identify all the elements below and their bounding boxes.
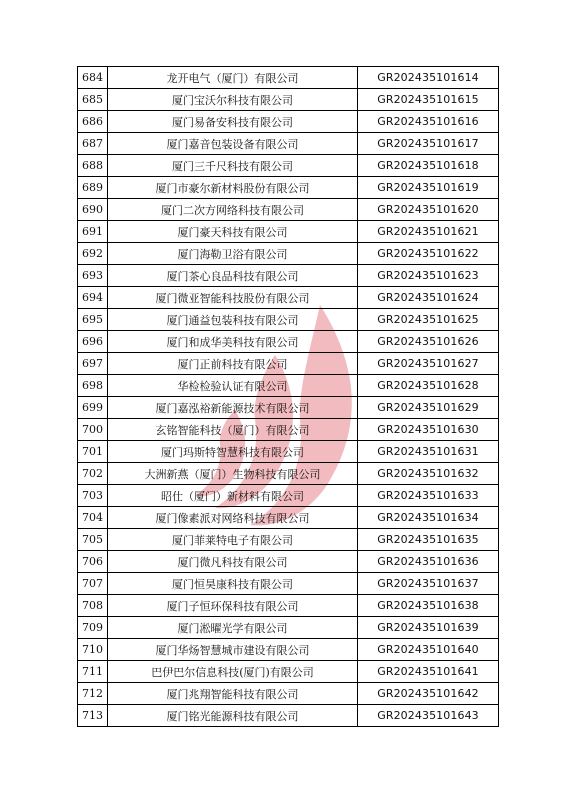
row-index: 698 [78,375,108,397]
company-name: 厦门玛斯特智慧科技有限公司 [108,441,358,463]
row-index: 704 [78,507,108,529]
row-index: 690 [78,199,108,221]
company-name: 厦门茶心良品科技有限公司 [108,265,358,287]
certificate-code: GR202435101627 [358,353,499,375]
row-index: 689 [78,177,108,199]
certificate-code: GR202435101623 [358,265,499,287]
company-name: 玄铭智能科技（厦门）有限公司 [108,419,358,441]
row-index: 701 [78,441,108,463]
row-index: 696 [78,331,108,353]
row-index: 703 [78,485,108,507]
certificate-code: GR202435101629 [358,397,499,419]
table-row [78,67,499,89]
table-row [78,441,499,463]
row-index: 687 [78,133,108,155]
table-row [78,287,499,309]
table-row [78,419,499,441]
row-index: 712 [78,683,108,705]
row-index: 700 [78,419,108,441]
certificate-code: GR202435101620 [358,199,499,221]
certificate-code: GR202435101633 [358,485,499,507]
row-index: 711 [78,661,108,683]
row-index: 699 [78,397,108,419]
row-index: 695 [78,309,108,331]
certificate-code: GR202435101632 [358,463,499,485]
company-name: 厦门兆翔智能科技有限公司 [108,683,358,705]
certificate-code: GR202435101636 [358,551,499,573]
certificate-code: GR202435101635 [358,529,499,551]
table-row [78,683,499,705]
company-name: 厦门淞曜光学有限公司 [108,617,358,639]
company-name: 厦门像素派对网络科技有限公司 [108,507,358,529]
table-row [78,661,499,683]
company-name: 厦门铭光能源科技有限公司 [108,705,358,727]
certificate-code: GR202435101638 [358,595,499,617]
certificate-code: GR202435101640 [358,639,499,661]
table-row [78,705,499,727]
table-row [78,177,499,199]
table-row [78,155,499,177]
company-name: 厦门微凡科技有限公司 [108,551,358,573]
company-table [77,66,499,727]
company-name: 巴伊巴尔信息科技(厦门)有限公司 [108,661,358,683]
row-index: 694 [78,287,108,309]
certificate-code: GR202435101628 [358,375,499,397]
table-row [78,617,499,639]
certificate-code: GR202435101642 [358,683,499,705]
row-index: 685 [78,89,108,111]
row-index: 713 [78,705,108,727]
table-row [78,331,499,353]
table-row [78,639,499,661]
table-row [78,89,499,111]
company-name: 厦门三千尺科技有限公司 [108,155,358,177]
company-name: 厦门海勒卫浴有限公司 [108,243,358,265]
table-row [78,529,499,551]
certificate-code: GR202435101626 [358,331,499,353]
table-row [78,133,499,155]
table-row [78,375,499,397]
table-row [78,199,499,221]
row-index: 706 [78,551,108,573]
row-index: 705 [78,529,108,551]
row-index: 691 [78,221,108,243]
certificate-code: GR202435101631 [358,441,499,463]
company-name: 昭仕（厦门）新材料有限公司 [108,485,358,507]
certificate-code: GR202435101625 [358,309,499,331]
row-index: 686 [78,111,108,133]
company-name: 厦门嘉音包装设备有限公司 [108,133,358,155]
company-name: 厦门市豪尔新材料股份有限公司 [108,177,358,199]
table-row [78,243,499,265]
table-row [78,353,499,375]
certificate-code: GR202435101621 [358,221,499,243]
table-row [78,551,499,573]
table-body [78,67,499,727]
certificate-code: GR202435101643 [358,705,499,727]
table-row [78,221,499,243]
table-row [78,507,499,529]
row-index: 702 [78,463,108,485]
certificate-code: GR202435101624 [358,287,499,309]
certificate-code: GR202435101617 [358,133,499,155]
company-name: 大洲新燕（厦门）生物科技有限公司 [108,463,358,485]
row-index: 697 [78,353,108,375]
company-name: 华检检验认证有限公司 [108,375,358,397]
certificate-code: GR202435101639 [358,617,499,639]
certificate-code: GR202435101616 [358,111,499,133]
company-name: 厦门和成华美科技有限公司 [108,331,358,353]
company-name: 厦门嘉泓裕新能源技术有限公司 [108,397,358,419]
company-name: 厦门宝沃尔科技有限公司 [108,89,358,111]
certificate-code: GR202435101630 [358,419,499,441]
company-name: 厦门恒昊康科技有限公司 [108,573,358,595]
table-row [78,595,499,617]
row-index: 709 [78,617,108,639]
certificate-code: GR202435101618 [358,155,499,177]
company-name: 厦门正前科技有限公司 [108,353,358,375]
company-name: 厦门华炀智慧城市建设有限公司 [108,639,358,661]
table-row [78,397,499,419]
table-row [78,309,499,331]
row-index: 710 [78,639,108,661]
company-name: 厦门通益包装科技有限公司 [108,309,358,331]
row-index: 684 [78,67,108,89]
table-row [78,573,499,595]
row-index: 688 [78,155,108,177]
company-name: 厦门二次方网络科技有限公司 [108,199,358,221]
certificate-code: GR202435101622 [358,243,499,265]
row-index: 708 [78,595,108,617]
certificate-code: GR202435101634 [358,507,499,529]
certificate-code: GR202435101615 [358,89,499,111]
certificate-code: GR202435101637 [358,573,499,595]
row-index: 707 [78,573,108,595]
row-index: 692 [78,243,108,265]
table-row [78,463,499,485]
certificate-code: GR202435101614 [358,67,499,89]
row-index: 693 [78,265,108,287]
company-name: 厦门子恒环保科技有限公司 [108,595,358,617]
company-name: 厦门豪天科技有限公司 [108,221,358,243]
company-name: 厦门易备安科技有限公司 [108,111,358,133]
table-row [78,485,499,507]
table-row [78,265,499,287]
certificate-code: GR202435101641 [358,661,499,683]
certificate-code: GR202435101619 [358,177,499,199]
company-name: 厦门微亚智能科技股份有限公司 [108,287,358,309]
table-row [78,111,499,133]
company-name: 厦门菲莱特电子有限公司 [108,529,358,551]
company-name: 龙开电气（厦门）有限公司 [108,67,358,89]
